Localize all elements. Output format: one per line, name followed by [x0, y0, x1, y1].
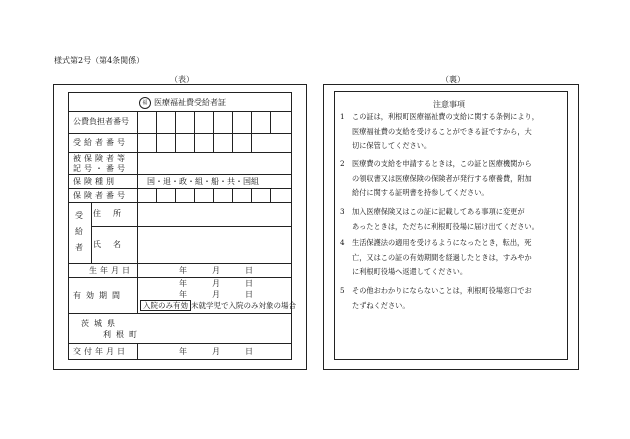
label-address: 住所 — [93, 209, 133, 218]
validity-note-inpatient: 入院のみ有効 — [140, 300, 191, 311]
valid-from-month: 月 — [212, 279, 220, 288]
notice-4-line-2: 亡，又はこの証の有効期間を経過したときは，すみやか — [352, 252, 532, 262]
birth-day: 日 — [245, 266, 253, 275]
label-payer-number: 公費負担者番号 — [73, 117, 129, 126]
label-birthdate: 生年月日 — [89, 266, 133, 275]
notice-1-line-3: 切に保管してください。 — [352, 141, 432, 151]
notice-1-line-2: 医療福祉費の支給を受けることができる証ですから，大 — [352, 126, 532, 136]
recipient-char-2: 給 — [75, 227, 83, 236]
notice-item-1 — [352, 110, 539, 154]
label-issue-date: 交付年月日 — [73, 347, 128, 356]
notice-num-4: 4 — [340, 238, 345, 247]
insurance-type-options: 国・退・政・組・船・共・国組 — [147, 177, 259, 186]
notice-3-line-1: 加入医療保険又はこの証に記載してある事項に変更が — [352, 207, 525, 216]
card-title — [139, 97, 226, 109]
notice-item-5 — [352, 284, 532, 313]
label-insurance-type: 保険種別 — [73, 177, 117, 186]
issuer-town: 利根町 — [103, 330, 142, 339]
validity-note-preschool: 未就学児で入院のみ対象の場合 — [191, 301, 296, 310]
valid-from-year: 年 — [179, 279, 187, 288]
notice-2-line-1: 医療費の支給を申請するときは，この証と医療機関から — [352, 159, 532, 168]
birth-month: 月 — [212, 266, 220, 275]
front-label: （表） — [170, 75, 194, 84]
notice-item-3 — [352, 205, 539, 234]
label-insurer-number: 保険者番号 — [73, 191, 128, 200]
card-frame — [68, 92, 296, 360]
label-recipient-number: 受給者番号 — [73, 138, 128, 147]
seal-mark: 福 — [139, 97, 151, 109]
valid-to-day: 日 — [245, 290, 253, 299]
notice-5-line-2: たずねください。 — [352, 300, 410, 310]
label-validity: 有効期間 — [73, 291, 125, 300]
notice-2-line-2: の領収書又は医療保険の保険者が発行する療養費，附加 — [352, 173, 532, 183]
recipient-char-3: 者 — [75, 243, 83, 252]
issue-year: 年 — [179, 347, 187, 356]
notice-num-5: 5 — [340, 286, 345, 295]
card-title-text: 医療福祉費受給者証 — [154, 98, 226, 107]
issue-day: 日 — [245, 347, 253, 356]
notice-title: 注意事項 — [433, 100, 465, 109]
notice-num-3: 3 — [340, 207, 345, 216]
notice-num-1: 1 — [340, 112, 345, 121]
label-insured-line1: 被保険者等 — [73, 154, 128, 163]
valid-to-year: 年 — [179, 290, 187, 299]
notice-item-2 — [352, 157, 532, 201]
issue-month: 月 — [212, 347, 220, 356]
valid-from-day: 日 — [245, 279, 253, 288]
form-number: 様式第2号（第4条関係） — [54, 56, 145, 65]
notice-4-line-1: 生活保護法の適用を受けるようになったとき，転出，死 — [352, 238, 532, 247]
notice-2-line-3: 給付に関する証明書を持参してください。 — [352, 188, 489, 198]
notice-1-line-1: この証は，利根町医療福祉費の支給に関する条例により， — [352, 112, 539, 121]
valid-to-month: 月 — [212, 290, 220, 299]
label-insured-line2: 記号・番号 — [73, 164, 128, 173]
validity-note — [140, 301, 296, 311]
notice-4-line-3: に利根町役場へ返還してください。 — [352, 267, 468, 277]
birth-year: 年 — [179, 266, 187, 275]
label-name: 氏名 — [93, 240, 133, 249]
notice-5-line-1: その他おわかりにならないことは，利根町役場窓口でお — [352, 286, 532, 295]
back-label: （裏） — [441, 75, 465, 84]
notice-3-line-2: あったときは，ただちに利根町役場に届け出てください。 — [352, 221, 539, 231]
recipient-char-1: 受 — [75, 211, 83, 220]
notice-num-2: 2 — [340, 159, 345, 168]
issuer-prefecture: 茨城県 — [81, 319, 120, 328]
notice-item-4 — [352, 236, 532, 280]
